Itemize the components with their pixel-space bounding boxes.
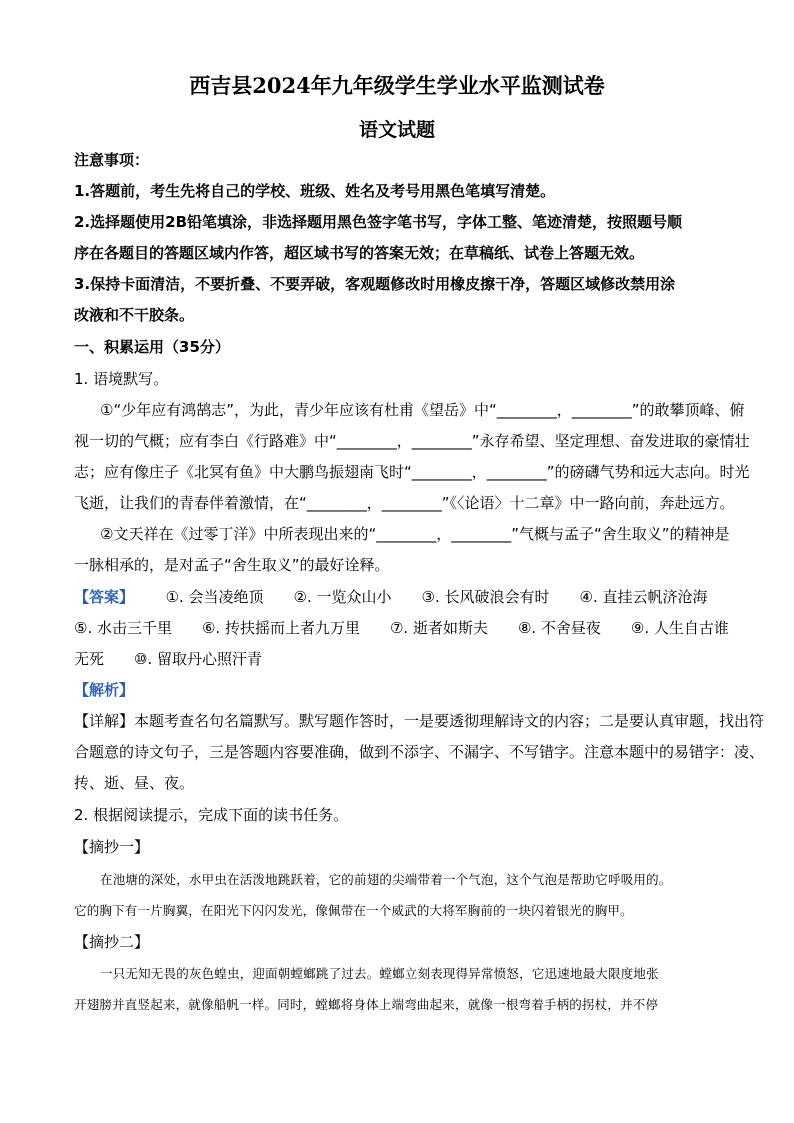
notice-line: 1.答题前，考生先将自己的学校、班级、姓名及考号用黑色笔填写清楚。	[74, 182, 556, 200]
answer-line: ⑤. 水击三千里 ⑥. 抟扶摇而上者九万里 ⑦. 逝者如斯夫 ⑧. 不舍昼夜 ⑨. 人生自古谁	[74, 619, 729, 637]
question-1-text-line: 飞逝，让我们的青春伴着激情，在“________，________”《〈论语〉十二章》中一路向前，奔赴远方。	[74, 494, 735, 512]
notice-heading: 注意事项：	[74, 151, 150, 169]
question-1-text-line: 一脉相承的，是对孟子“舍生取义”的最好诠释。	[74, 556, 390, 574]
notice-line: 改液和不干胶条。	[74, 306, 195, 324]
question-1-text-line: 志；应有像庄子《北冥有鱼》中大鹏鸟振翅南飞时“________，________”的磅礴气势和远大志向。时光	[74, 463, 750, 481]
section-heading: 一、积累运用（35分）	[74, 338, 230, 356]
question-1-stem: 1. 语境默写。	[74, 370, 169, 388]
notice-line: 序在各题目的答题区域内作答，超区域书写的答案无效；在草稿纸、试卷上答题无效。	[74, 244, 645, 262]
answer-line: ①. 会当凌绝顶 ②. 一览众山小 ③. 长风破浪会有时 ④. 直挂云帆济沧海	[165, 588, 708, 606]
exam-title: 西吉县2024年九年级学生学业水平监测试卷	[189, 73, 605, 98]
excerpt-1-line: 它的胸下有一片胸翼，在阳光下闪闪发光，像佩带在一个威武的大将军胸前的一块闪着银光的胸甲。	[74, 903, 633, 918]
question-1-text-line: ①“少年应有鸿鹄志”，为此，青少年应该有杜甫《望岳》中“________，________”的敢攀顶峰、俯	[100, 401, 745, 419]
excerpt-2-line: 开翅膀并直竖起来，就像船帆一样。同时，螳螂将身体上端弯曲起来，就像一根弯着手柄的拐杖，并不停	[74, 997, 659, 1012]
detail-line: 本题考查名句名篇默写。默写题作答时，一是要透彻理解诗文的内容；二是要认真审题，找出符	[134, 712, 765, 730]
notice-line: 3.保持卡面清洁，不要折叠、不要弄破，客观题修改时用橡皮擦干净，答题区域修改禁用涂	[74, 275, 676, 293]
exam-subtitle: 语文试题	[358, 119, 435, 141]
question-1-text-line: 视一切的气概；应有李白《行路难》中“________，________”永存希望、坚定理想、奋发进取的豪情壮	[74, 432, 750, 450]
detail-row	[74, 711, 765, 731]
answer-label: 【答案】	[74, 588, 135, 606]
excerpt-1-label: 【摘抄一】	[74, 838, 150, 856]
detail-line: 合题意的诗文句子，三是答题内容要准确，做到不添字、不漏字、不写错字。注意本题中的易错字：凌、	[74, 743, 765, 761]
detail-line: 抟、逝、昼、夜。	[74, 774, 195, 792]
analysis-label: 【解析】	[74, 681, 135, 699]
question-2-stem: 2. 根据阅读提示，完成下面的读书任务。	[74, 806, 349, 824]
notice-line: 2.选择题使用2B铅笔填涂，非选择题用黑色签字笔书写，字体工整、笔迹清楚，按照题号顺	[74, 213, 683, 231]
answer-row	[74, 587, 724, 607]
answer-line: 无死 ⑩. 留取丹心照汗青	[74, 650, 262, 668]
excerpt-1-line: 在池塘的深处，水甲虫在活泼地跳跃着，它的前翅的尖端带着一个气泡，这个气泡是帮助它呼吸用的。	[100, 872, 672, 887]
question-1-text-line: ②文天祥在《过零丁洋》中所表现出来的“________，________”气概与孟子“舍生取义”的精神是	[100, 525, 730, 543]
excerpt-2-label: 【摘抄二】	[74, 933, 150, 951]
excerpt-2-line: 一只无知无畏的灰色蝗虫，迎面朝螳螂跳了过去。螳螂立刻表现得异常愤怒，它迅速地最大限度地张	[100, 966, 659, 981]
detail-label: 【详解】	[74, 712, 135, 730]
